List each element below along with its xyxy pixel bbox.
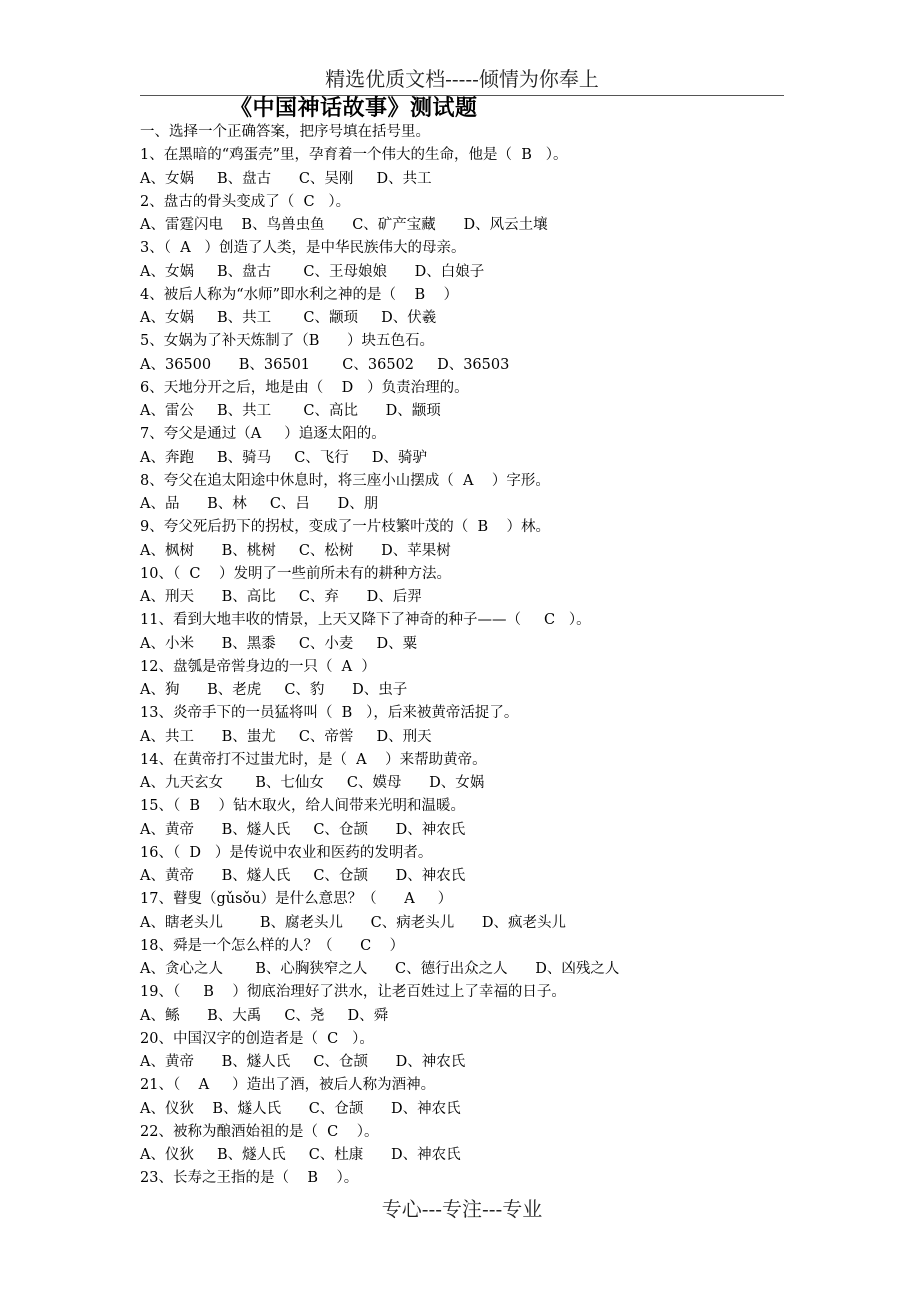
page-footer: 专心---专注---专业 [381, 1197, 543, 1221]
question-line: A、雷霆闪电 B、鸟兽虫鱼 C、矿产宝藏 D、风云土壤 [140, 217, 548, 233]
section-heading: 一、选择一个正确答案，把序号填在括号里。 [140, 124, 430, 140]
question-line: A、品 B、林 C、吕 D、朋 [140, 496, 379, 512]
question-line: A、刑天 B、高比 C、弃 D、后羿 [140, 589, 422, 605]
question-line: A、贪心之人 B、心胸狭窄之人 C、德行出众之人 D、凶残之人 [140, 961, 620, 977]
question-line: 23、长寿之王指的是（ B ）。 [140, 1170, 359, 1187]
question-line: 3、（ A ）创造了人类，是中华民族伟大的母亲。 [140, 240, 466, 257]
question-line: 4、被后人称为“水师”即水利之神的是（ B ） [140, 286, 459, 303]
question-line: 9、夸父死后扔下的拐杖，变成了一片枝繁叶茂的（ B ）林。 [140, 519, 551, 536]
question-line: A、奔跑 B、骑马 C、飞行 D、骑驴 [140, 449, 427, 466]
question-line: 16、（ D ）是传说中农业和医药的发明者。 [140, 844, 433, 861]
question-line: 13、炎帝手下的一员猛将叫（ B ），后来被黄帝活捉了。 [140, 705, 519, 722]
question-line: 20、中国汉字的创造者是（ C ）。 [140, 1030, 374, 1047]
question-line: 1、在黑暗的“鸡蛋壳”里，孕育着一个伟大的生命，他是（ B ）。 [140, 147, 568, 164]
page-header: 精选优质文档-----倾情为你奉上 [325, 67, 599, 91]
question-list [140, 121, 800, 1191]
question-line: A、狗 B、老虎 C、豹 D、虫子 [140, 682, 408, 698]
question-line: A、女娲 B、共工 C、颛顼 D、伏羲 [140, 310, 437, 326]
question-line: A、小米 B、黑黍 C、小麦 D、粟 [140, 635, 418, 652]
question-line: 15、（ B ）钻木取火，给人间带来光明和温暖。 [140, 798, 466, 815]
question-line: 10、（ C ）发明了一些前所未有的耕种方法。 [140, 565, 451, 582]
question-line: A、黄帝 B、燧人氏 C、仓颉 D、神农氏 [140, 1054, 466, 1070]
question-line: A、仪狄 B、燧人氏 C、仓颉 D、神农氏 [140, 1100, 461, 1117]
question-line: 21、（ A ）造出了酒，被后人称为酒神。 [140, 1077, 436, 1094]
question-line: A、九天玄女 B、七仙女 C、嫫母 D、女娲 [140, 775, 485, 791]
question-line: A、黄帝 B、燧人氏 C、仓颉 D、神农氏 [140, 868, 466, 884]
question-line: A、女娲 B、盘古 C、吴刚 D、共工 [140, 170, 432, 187]
question-line: A、枫树 B、桃树 C、松树 D、苹果树 [140, 542, 451, 559]
question-line: 12、盘瓠是帝喾身边的一只（ A ） [140, 658, 376, 675]
document-title: 《中国神话故事》测试题 [230, 95, 478, 121]
question-line: 22、被称为酿酒始祖的是（ C ）。 [140, 1123, 379, 1140]
question-line: A、瞎老头儿 B、腐老头儿 C、病老头儿 D、疯老头儿 [140, 914, 567, 931]
question-line: 8、夸父在追太阳途中休息时，将三座小山摆成（ A ）字形。 [140, 472, 550, 489]
question-line: 7、夸父是通过（A ）追逐太阳的。 [140, 426, 386, 443]
question-line: 5、女娲为了补天炼制了（B ）块五色石。 [140, 333, 435, 350]
question-line: A、雷公 B、共工 C、高比 D、颛顼 [140, 403, 441, 419]
question-line: A、共工 B、蚩尤 C、帝喾 D、刑天 [140, 728, 432, 745]
question-line: 19、（ B ）彻底治理好了洪水，让老百姓过上了幸福的日子。 [140, 984, 566, 1001]
question-line: A、鲧 B、大禹 C、尧 D、舜 [140, 1007, 389, 1024]
question-line: A、36500 B、36501 C、36502 D、36503 [140, 356, 510, 373]
question-line: 18、舜是一个怎么样的人？（ C ） [140, 937, 405, 954]
question-line: 17、瞽叟（gǔsǒu）是什么意思？（ A ） [140, 891, 453, 908]
question-line: 6、天地分开之后，地是由（ D ）负责治理的。 [140, 379, 469, 396]
question-line: 14、在黄帝打不过蚩尤时，是（ A ）来帮助黄帝。 [140, 751, 487, 768]
question-line: A、仪狄 B、燧人氏 C、杜康 D、神农氏 [140, 1147, 461, 1163]
question-line: 11、看到大地丰收的情景，上天又降下了神奇的种子——（ C ）。 [140, 612, 591, 629]
question-line: 2、盘古的骨头变成了（ C ）。 [140, 193, 351, 210]
question-line: A、女娲 B、盘古 C、王母娘娘 D、白娘子 [140, 263, 485, 280]
question-line: A、黄帝 B、燧人氏 C、仓颉 D、神农氏 [140, 821, 466, 838]
